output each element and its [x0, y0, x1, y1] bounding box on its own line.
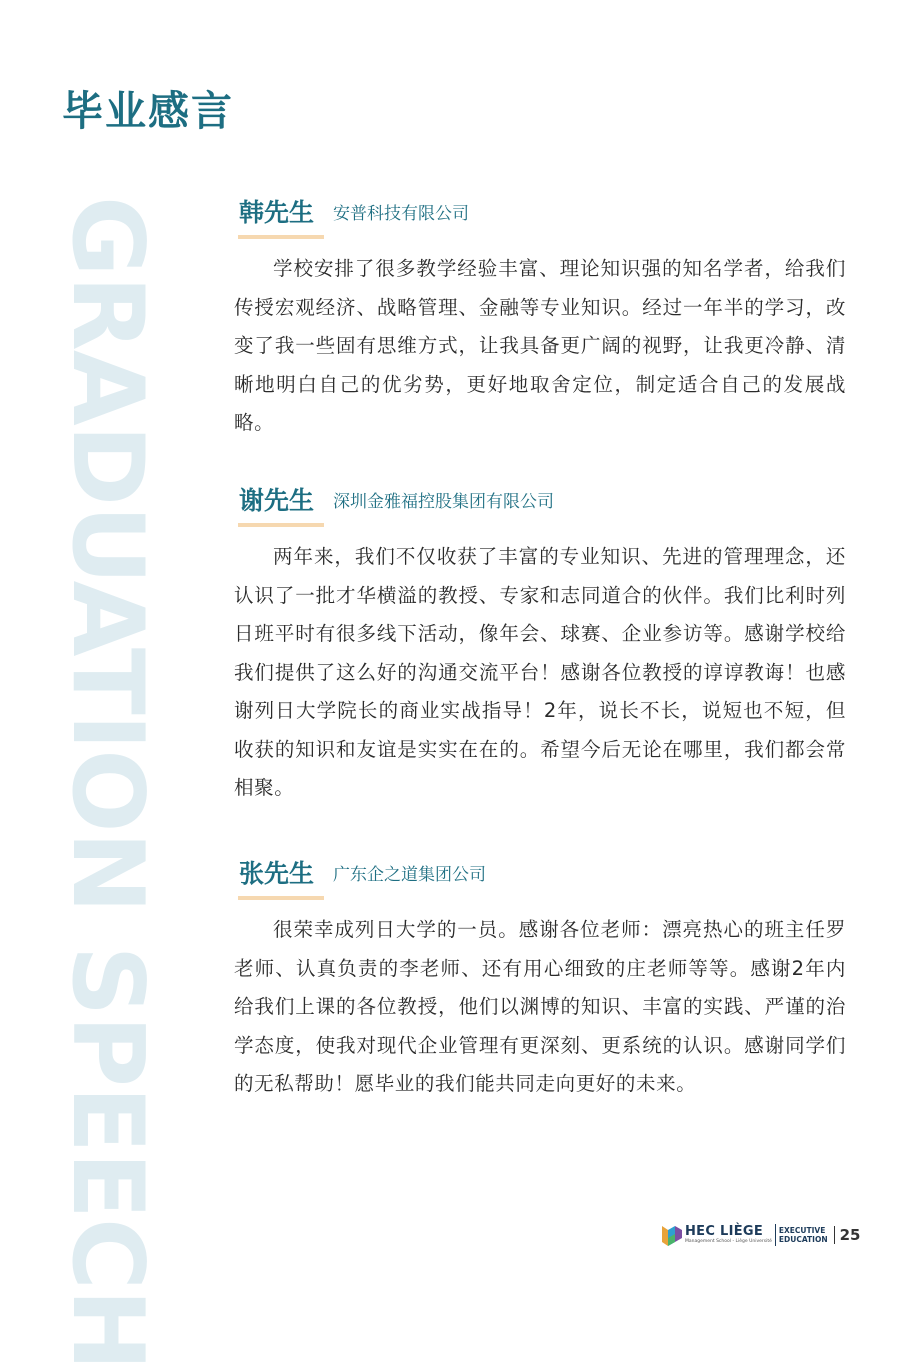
page-number: 25	[839, 1226, 861, 1244]
page-number-divider	[834, 1226, 835, 1244]
speaker-name: 韩先生	[239, 198, 315, 227]
hec-logo-icon	[662, 1224, 682, 1246]
vertical-watermark-label: GRADUATION SPEECH	[50, 196, 164, 1370]
speech-text: 两年来，我们不仅收获了丰富的专业知识、先进的管理理念，还认识了一批才华横溢的教授、专家和志同道合的伙伴。我们比利时列日班平时有很多线下活动，像年会、球赛、企业参访等。感谢学校给我们提供了这么好的沟通交流平台！感谢各位教授的谆谆教诲！也感谢列日大学院长的商业实战指导！2年，说长不长，说短也不短，但收获的知识和友谊是实实在在的。希望今后无论在哪里，我们都会常相聚。	[234, 545, 846, 799]
speaker-company: 深圳金雅福控股集团有限公司	[333, 492, 554, 512]
name-underline	[238, 235, 324, 239]
speaker-header	[234, 196, 846, 240]
logo-wordmark	[685, 1225, 772, 1245]
speaker-company: 安普科技有限公司	[333, 204, 469, 224]
page-title: 毕业感言	[62, 87, 234, 135]
speech-block-3	[234, 857, 846, 1104]
logo-divider	[775, 1224, 776, 1246]
speaker-company: 广东企之道集团公司	[333, 865, 486, 885]
logo-executive-education	[779, 1226, 828, 1244]
speaker-name: 谢先生	[239, 486, 315, 515]
name-underline	[238, 896, 324, 900]
speaker-header	[234, 484, 846, 528]
logo-line-1: EXECUTIVE	[778, 1226, 826, 1235]
speech-text: 很荣幸成列日大学的一员。感谢各位老师：漂亮热心的班主任罗老师、认真负责的李老师、还有用心细致的庄老师等等。感谢2年内给我们上课的各位教授，他们以渊博的知识、丰富的实践、严谨的治学态度，使我对现代企业管理有更深刻、更系统的认识。感谢同学们的无私帮助！愿毕业的我们能共同走向更好的未来。	[234, 918, 846, 1095]
footer-logo	[662, 1220, 861, 1250]
logo-subtitle: Management School - Liège Université	[685, 1239, 772, 1244]
speech-text: 学校安排了很多教学经验丰富、理论知识强的知名学者，给我们传授宏观经济、战略管理、金融等专业知识。经过一年半的学习，改变了我一些固有思维方式，让我具备更广阔的视野，让我更冷静、清晰地明白自己的优劣势，更好地取舍定位，制定适合自己的发展战略。	[234, 257, 846, 434]
logo-line-2: EDUCATION	[778, 1235, 828, 1244]
logo-name: HEC LIÈGE	[685, 1224, 764, 1239]
speech-block-1	[234, 196, 846, 443]
vertical-watermark-text	[50, 196, 164, 1370]
speaker-header	[234, 857, 846, 901]
speech-block-2	[234, 484, 846, 808]
name-underline	[238, 523, 324, 527]
speaker-name: 张先生	[239, 859, 315, 888]
